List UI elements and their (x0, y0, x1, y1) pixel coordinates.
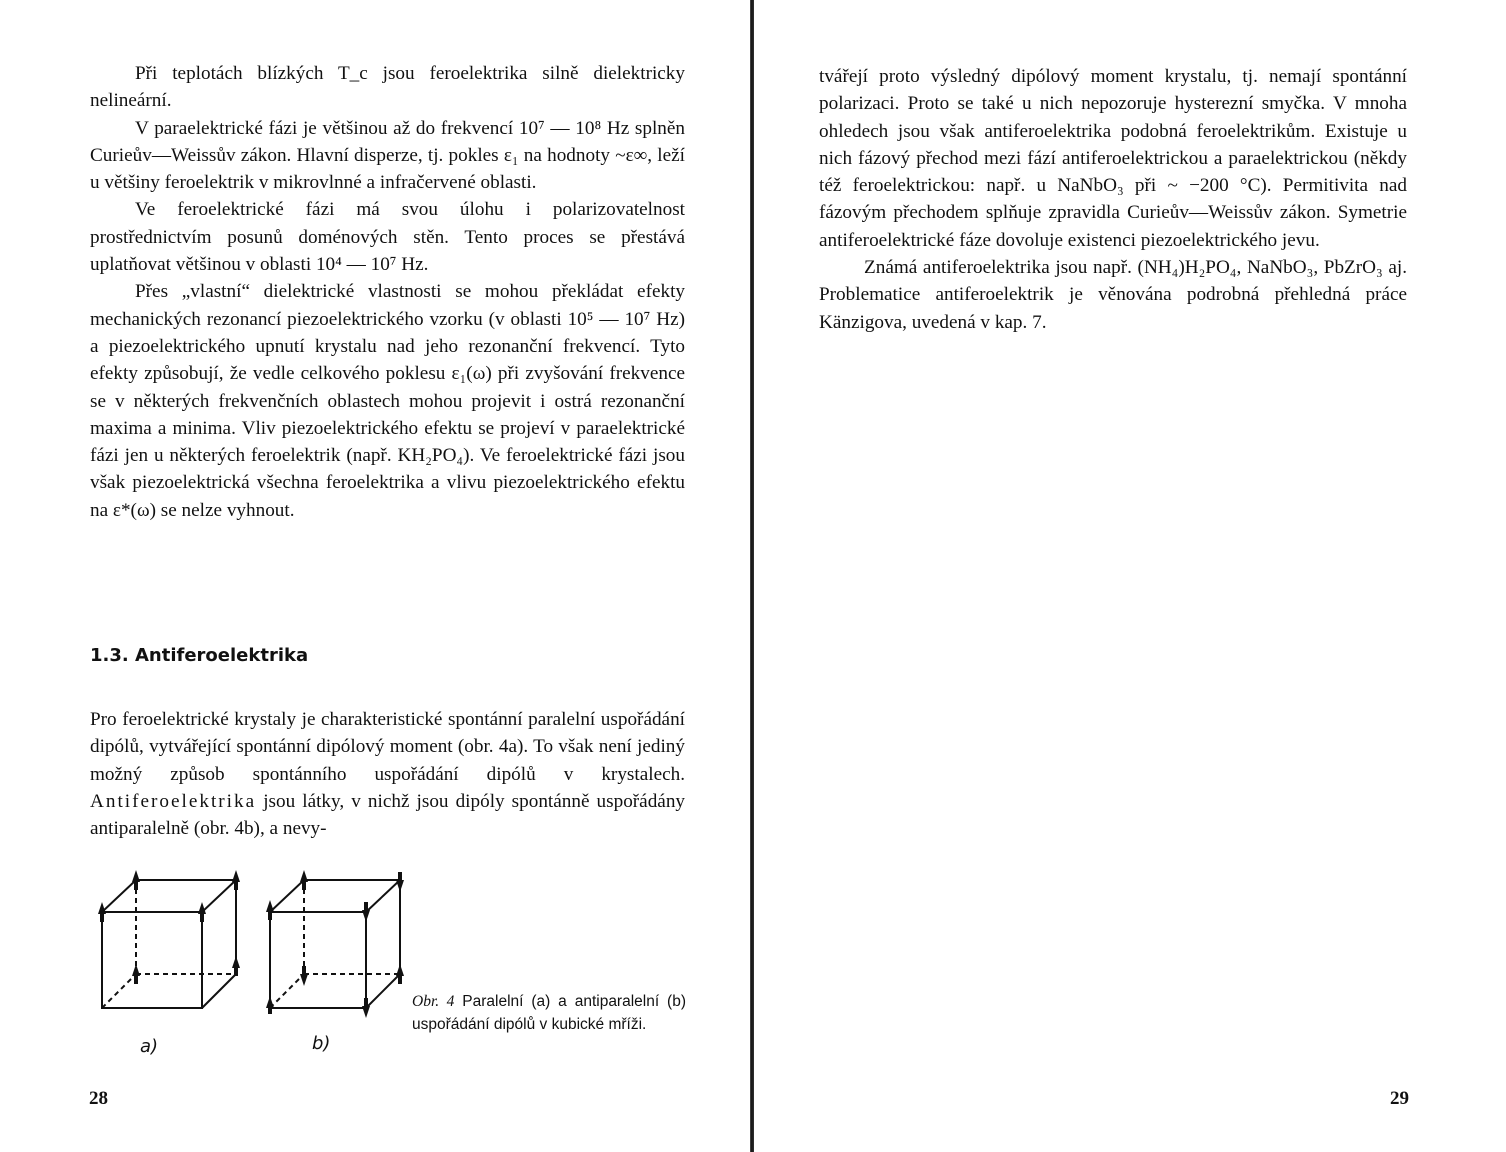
figure-caption (412, 990, 686, 1036)
cube-parallel-diagram (90, 860, 250, 1020)
caption-text: Paralelní (a) a antiparalelní (b) uspořádání dipólů v kubické mříži. (412, 993, 686, 1033)
section-text-rest: jsou látky, v nichž jsou dipóly spontánně uspořádány antiparalelně (obr. 4b), a nevy- (90, 790, 686, 840)
right-text-block (819, 63, 1407, 336)
section-text: Pro feroelektrické krystaly je charakteristické spontánní paralelní uspořádání dipólů, vytvářející spontánní dipólový moment (obr. 4a). To však není jediný možný způsob spontánního uspořádání dipólů v krystalech. (90, 709, 685, 785)
paragraph: tvářejí proto výsledný dipólový moment krystalu, tj. nemají spontánní polarizaci. Proto se také u nich nepozoruje hysterezní smyčka. V mnoha ohledech jsou však antiferoelektrika podobná feroelektrikům. Existuje u nich fázový přechod mezi fází antiferoelektrickou a paraelektrickou (někdy též feroelektrickou: např. u NaNbO₃ při ~ −200 °C). Permitivita nad fázovým přechodem splňuje zpravidla Curieův—Weissův zákon. Symetrie antiferoelektrické fáze dovoluje existenci piezoelektrického jevu. (819, 66, 1407, 251)
right-page (756, 0, 1506, 1152)
paragraph: Známá antiferoelektrika jsou např. (NH₄)H₂PO₄, NaNbO₃, PbZrO₃ aj. Problematice antiferoelektrik je věnována podrobná přehledná práce Känzigova, uvedená v kap. 7. (819, 257, 1407, 333)
left-page (0, 0, 752, 1152)
figure-label-b: b) (312, 1033, 331, 1054)
section-paragraph (90, 706, 685, 842)
cube-antiparallel-diagram (258, 860, 418, 1020)
caption-label: Obr. 4 (412, 993, 455, 1010)
figure-label-a: a) (140, 1036, 159, 1057)
term-antiferoelektrika: Antiferoelektrika (90, 790, 257, 812)
paragraph: Ve feroelektrické fázi má svou úlohu i polarizovatelnost prostřednictvím posunů doménových stěn. Tento proces se přestává uplatňovat většinou v oblasti 10⁴ — 10⁷ Hz. (90, 199, 685, 276)
page-number-left: 28 (89, 1088, 108, 1109)
paragraph: Přes „vlastní“ dielektrické vlastnosti se mohou překládat efekty mechanických rezonancí piezoelektrického vzorku (v oblasti 10⁵ — 10⁷ Hz) a piezoelektrického upnutí krystalu nad jeho rezonanční frekvencí. Tyto efekty způsobují, že vedle celkového poklesu ε₁(ω) při zvyšování frekvence se v některých frekvenčních oblastech mohou projevit i ostrá rezonanční maxima a minima. Vliv piezoelektrického efektu se projeví v paraelektrické fázi jen u některých feroelektrik (např. KH₂PO₄). Ve feroelektrické fázi jsou však piezoelektrická všechna feroelektrika a vlivu piezoelektrického efektu na ε*(ω) se nelze vyhnout. (90, 281, 685, 521)
section-heading: 1.3. Antiferoelektrika (90, 645, 309, 666)
paragraph: Při teplotách blízkých T_c jsou feroelektrika silně dielektricky nelineární. (90, 63, 685, 112)
page-number-right: 29 (1390, 1088, 1409, 1109)
left-text-block (90, 60, 685, 524)
paragraph: V paraelektrické fázi je většinou až do frekvencí 10⁷ — 10⁸ Hz splněn Curieův—Weissův zákon. Hlavní disperze, tj. pokles ε₁ na hodnoty ~ε∞, leží u většiny feroelektrik v mikrovlnné a infračervené oblasti. (90, 117, 685, 194)
